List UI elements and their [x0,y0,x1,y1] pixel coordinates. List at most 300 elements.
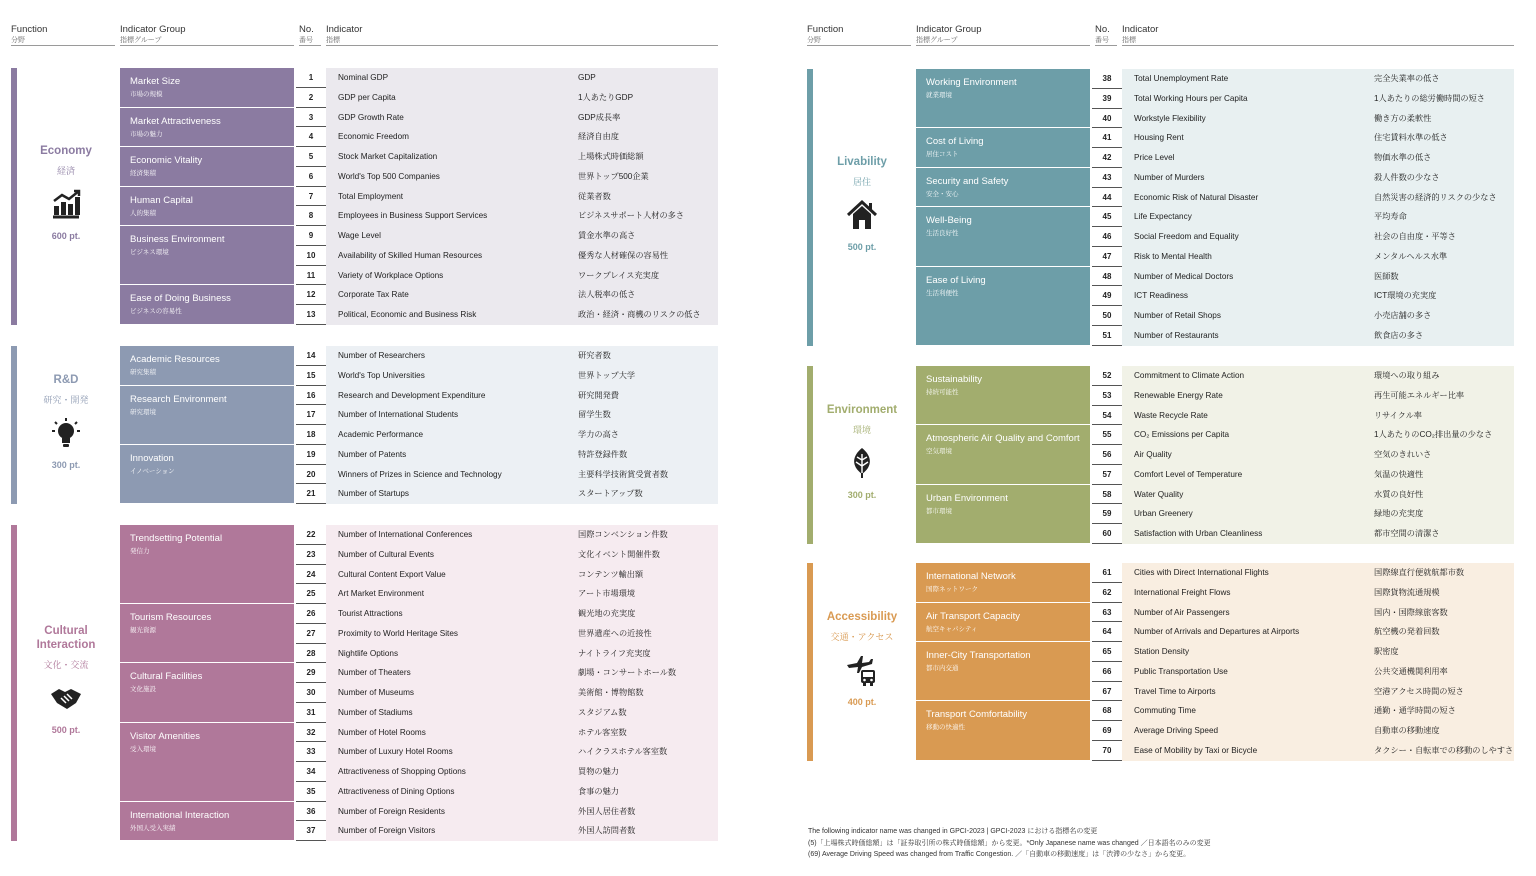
indicator-group-name-jp: 都市環境 [926,507,952,515]
indicator-name-jp: 1人あたりGDP [578,92,634,102]
indicator-group-name: Cost of Living [926,136,984,148]
indicator-row [326,386,718,406]
house-icon [845,198,879,232]
indicator-name: Wage Level [338,231,381,240]
indicator-group-name-jp: 就業環境 [926,92,952,99]
indicator-name-jp: ワークプレイス充実度 [578,270,660,280]
indicator-name-jp: 文化イベント開催件数 [578,549,660,559]
indicator-number: 5 [296,147,326,167]
indicator-group-name: Sustainability [926,374,982,385]
indicator-number: 16 [296,386,326,406]
indicator-name-jp: 研究者数 [578,351,611,360]
indicator-group-name: International Network [926,571,1016,582]
indicator-row [326,683,718,703]
header-number [1095,24,1117,46]
indicator-name: World's Top 500 Companies [338,171,440,181]
indicator-name: Number of Foreign Residents [338,806,445,816]
function-name: Economy [40,145,92,158]
header-indicator-label: Indicator [1122,24,1159,35]
indicator-name-jp: 1人あたりの総労働時間の短さ [1374,93,1485,103]
indicator-row [326,127,718,147]
indicator-name: Number of Cultural Events [338,549,435,559]
indicator-name-jp: GDP [578,73,596,82]
indicator-name-jp: 賃金水準の高さ [578,231,636,240]
header-indicator-group-label-jp: 指標グループ [916,37,958,44]
indicator-name-jp: 外国人居住者数 [578,806,636,816]
indicator-name-jp: 小売店舗の多さ [1374,311,1432,320]
indicator-group [120,525,294,604]
indicator-number: 34 [296,762,326,782]
indicator-group-name-jp: 市場の規模 [130,91,163,98]
indicator-name-jp: コンテンツ輸出額 [578,569,644,579]
indicator-name: Number of Researchers [338,351,425,360]
indicator-name: Political, Economic and Business Risk [338,310,477,319]
handshake-icon [49,681,83,715]
indicator-name: Attractiveness of Dining Options [338,786,455,796]
header-indicator [326,24,718,46]
indicator-group-name-jp: 文化施設 [130,686,156,694]
indicator-number: 39 [1092,89,1122,109]
leaf-icon [845,446,879,480]
indicator-number: 60 [1092,524,1122,544]
indicator-name: Urban Greenery [1134,509,1193,519]
indicator-row [1122,682,1514,702]
indicator-group-name-jp: 研究集積 [130,369,156,376]
indicator-name: Commuting Time [1134,706,1196,716]
indicator-row [326,604,718,624]
indicator-group-name: Urban Environment [926,492,1008,504]
indicator-row [1122,188,1514,208]
header-indicator-group-label: Indicator Group [916,24,982,35]
indicator-name-jp: 上場株式時価総額 [578,152,644,161]
indicator-group-name: Ease of Living [926,274,986,286]
function-name: Cultural [44,625,88,637]
indicator-number: 26 [296,604,326,624]
indicator-name-jp: 自然災害の経済的リスクの少なさ [1374,192,1497,202]
function-points: 500 pt. [847,242,877,253]
header-indicator-label-jp: 指標 [326,37,340,44]
indicator-group-name: Inner-City Transportation [926,650,1031,661]
indicator-number: 23 [296,545,326,565]
indicator-number: 70 [1092,741,1122,761]
bar-chart-icon [49,187,83,221]
indicator-name: Number of Luxury Hotel Rooms [338,747,453,757]
indicator-row [326,802,718,822]
indicator-name-jp: 気温の快適性 [1374,469,1424,479]
indicator-name: Satisfaction with Urban Cleanliness [1134,529,1263,538]
indicator-row [326,703,718,723]
header-indicator-label: Indicator [326,24,363,35]
indicator-name-jp: 物価水準の低さ [1374,153,1432,162]
header-function-label: Function [807,24,844,35]
indicator-number: 65 [1092,642,1122,662]
indicator-row [326,663,718,683]
header-number-label-jp: 番号 [299,37,313,44]
indicator-name: GDP per Capita [338,92,396,102]
indicator-name-jp: 医師数 [1374,271,1399,281]
indicator-row [1122,642,1514,662]
indicator-name-jp: GDP成長率 [578,112,621,122]
indicator-number: 68 [1092,701,1122,721]
indicator-group-name: Atmospheric Air Quality and Comfort [926,433,1080,445]
indicator-number: 18 [296,425,326,445]
indicator-name: Number of Murders [1134,172,1205,182]
indicator-name-jp: ホテル客室数 [578,727,627,737]
indicator-group-name-jp: 空気環境 [926,448,952,456]
header-indicator [1122,24,1514,46]
indicator-name-jp: 住宅賃料水準の低さ [1374,133,1448,143]
indicator-group [916,366,1090,425]
indicator-name-jp: 社会の自由度・平等さ [1374,232,1456,241]
function-name: Livability [837,156,887,169]
indicator-name-jp: 通勤・通学時間の短さ [1374,706,1456,716]
indicator-row [1122,622,1514,642]
indicator-row [326,525,718,545]
indicator-name-jp: 公共交通機関利用率 [1374,666,1448,676]
header-indicator-group-label: Indicator Group [120,24,186,35]
indicator-name: Art Market Environment [338,589,424,599]
indicator-row [1122,267,1514,287]
indicator-name-jp: 航空機の発着回数 [1374,627,1440,637]
indicator-row [326,762,718,782]
indicator-row [326,246,718,266]
indicator-row [1122,741,1514,761]
indicator-name: Waste Recycle Rate [1134,410,1208,420]
indicator-name-jp: 経済自由度 [578,132,619,142]
indicator-name-jp: 駅密度 [1374,647,1399,656]
indicator-number: 22 [296,525,326,545]
indicator-name-jp: ICT環境の充実度 [1374,291,1437,301]
indicator-number: 51 [1092,326,1122,346]
indicator-row [326,285,718,305]
indicator-name: Tourist Attractions [338,609,403,618]
function-name: Environment [826,403,898,416]
indicator-name: Workstyle Flexibility [1134,113,1206,123]
indicator-row [1122,662,1514,682]
indicator-row [1122,445,1514,465]
indicator-group-name-jp: 市場の魅力 [130,130,163,138]
footnote: (5)「上場株式時価総額」は「証券取引所の株式時価総額」から変更。*Only Japanese name was changed ／日本語名のみの変更 [808,839,1211,847]
indicator-number: 2 [296,88,326,108]
indicator-group [916,603,1090,643]
indicator-group [120,226,294,285]
indicator-number: 64 [1092,622,1122,642]
indicator-name-jp: 再生可能エネルギー比率 [1374,390,1465,400]
indicator-name: Nightlife Options [338,648,399,658]
indicator-row [1122,563,1514,583]
indicator-row [326,346,718,366]
indicator-group [120,187,294,227]
indicator-row [1122,465,1514,485]
function-label [808,155,916,252]
indicator-name: CO₂ Emissions per Capita [1134,430,1230,440]
indicator-row [1122,326,1514,346]
indicator-name-jp: メンタルヘルス水準 [1374,251,1448,261]
indicator-name-jp: 学力の高さ [578,430,619,439]
indicator-group [120,68,294,108]
indicator-name-jp: 空気のきれいさ [1374,450,1432,459]
indicator-row [1122,366,1514,386]
indicator-name-jp: 自動車の移動速度 [1374,726,1440,735]
indicator-number: 53 [1092,386,1122,406]
indicator-group-name-jp: 観光資源 [130,627,156,634]
indicator-group-name: Trendsetting Potential [130,533,223,544]
indicator-name: Number of International Students [338,410,459,420]
indicator-name: Research and Development Expenditure [338,390,486,400]
header-number-label: No. [299,24,314,35]
indicator-number: 10 [296,246,326,266]
indicator-name: Proximity to World Heritage Sites [338,628,458,638]
indicator-name: Availability of Skilled Human Resources [338,250,483,260]
indicator-row [1122,148,1514,168]
footnote: The following indicator name was changed in GPCI-2023 | GPCI-2023 における指標名の変更 [808,828,1098,835]
indicator-name-jp: ナイトライフ充実度 [578,648,651,658]
header-number-label: No. [1095,24,1110,35]
indicator-group [120,802,294,842]
indicator-number: 46 [1092,227,1122,247]
indicator-number: 67 [1092,682,1122,702]
indicator-number: 50 [1092,306,1122,326]
indicator-row [326,782,718,802]
indicator-row [326,226,718,246]
indicator-number: 48 [1092,267,1122,287]
indicator-group-name-jp: 外国人受入実績 [130,824,176,832]
function-name-jp: 研究・開発 [43,395,89,405]
indicator-name: Winners of Prizes in Science and Technology [338,469,502,479]
indicator-number: 27 [296,624,326,644]
indicator-number: 33 [296,742,326,762]
indicator-group-name: Ease of Doing Business [130,293,231,305]
indicator-group-name: Innovation [130,452,174,464]
indicator-group-name-jp: 人的集積 [130,209,156,217]
indicator-group [120,723,294,802]
indicator-group-name-jp: 経済集積 [130,170,156,177]
indicator-number: 63 [1092,603,1122,623]
indicator-name: Number of Theaters [338,668,411,678]
indicator-group-name-jp: 航空キャパシティ [926,625,978,633]
function-label [808,610,916,707]
indicator-number: 8 [296,206,326,226]
indicator-group [120,445,294,504]
indicator-row [1122,69,1514,89]
indicator-row [1122,485,1514,505]
function-points: 500 pt. [51,725,81,735]
indicator-row [326,742,718,762]
indicator-name: Number of Museums [338,688,414,697]
indicator-name-jp: 観光地の充実度 [578,609,636,618]
indicator-number: 62 [1092,583,1122,603]
indicator-name-jp: 世界遺産への近接性 [578,628,652,638]
indicator-number: 30 [296,683,326,703]
indicator-name-jp: 従業者数 [578,191,611,201]
function-points: 300 pt. [51,460,81,470]
indicator-name: Renewable Energy Rate [1134,390,1223,400]
indicator-row [326,465,718,485]
indicator-group-name-jp: 生活利便性 [926,289,959,297]
indicator-number: 14 [296,346,326,366]
indicator-group-name-jp: 国際ネットワーク [926,586,978,593]
indicator-group [120,663,294,722]
header-indicator-group-label-jp: 指標グループ [120,37,162,44]
header-function-label-jp: 分野 [11,37,25,44]
indicator-number: 61 [1092,563,1122,583]
indicator-row [326,624,718,644]
indicator-group-name-jp: イノベーション [130,467,175,475]
indicator-name: Travel Time to Airports [1134,686,1216,696]
indicator-row [326,147,718,167]
indicator-name-jp: 環境への取り組み [1374,371,1440,380]
indicator-name-jp: 緑地の充実度 [1374,509,1424,519]
indicator-row [326,88,718,108]
indicator-name: Number of Restaurants [1134,330,1219,340]
indicator-row [326,366,718,386]
indicator-name-jp: スタートアップ数 [578,489,643,499]
function-name-jp: 居住 [852,177,871,188]
header-function [11,24,115,46]
indicator-name: Air Quality [1134,450,1172,459]
indicator-number: 20 [296,465,326,485]
indicator-row [326,545,718,565]
indicator-name: Economic Risk of Natural Disaster [1134,192,1259,202]
indicator-row [326,266,718,286]
indicator-name-jp: 国際コンベンション件数 [578,530,668,539]
indicator-name-jp: 空港アクセス時間の短さ [1374,686,1464,696]
function-name: Accessibility [826,610,898,623]
indicator-number: 1 [296,68,326,88]
indicator-name: Number of International Conferences [338,530,473,539]
indicator-row [1122,386,1514,406]
indicator-row [1122,109,1514,129]
indicator-number: 28 [296,644,326,664]
indicator-name-jp: 国際線直行便就航都市数 [1374,568,1465,577]
indicator-name-jp: ハイクラスホテル客室数 [578,747,668,757]
indicator-name-jp: 劇場・コンサートホール数 [578,668,677,678]
header-number-label-jp: 番号 [1095,37,1109,44]
indicator-row [326,584,718,604]
indicator-name: Total Employment [338,191,404,201]
indicator-number: 45 [1092,207,1122,227]
indicator-name-jp: 政治・経済・商機のリスクの低さ [578,310,701,319]
indicator-name: Number of Foreign Visitors [338,826,436,836]
indicator-group [916,128,1090,168]
indicator-row [1122,406,1514,426]
function-name-jp: 環境 [852,424,871,435]
indicator-name: Number of Medical Doctors [1134,271,1234,281]
function-name-jp: 経済 [56,166,75,177]
indicator-row [326,821,718,841]
footnote: (69) Average Driving Speed was changed from Traffic Congestion. ／「自動車の移動速度」は「渋滞の少なさ」から変更。 [808,851,1191,858]
indicator-number: 35 [296,782,326,802]
indicator-name: Average Driving Speed [1134,726,1219,735]
indicator-group-name-jp: ビジネス環境 [130,249,169,256]
indicator-name: Price Level [1134,153,1175,162]
indicator-row [326,405,718,425]
indicator-name-jp: 完全失業率の低さ [1374,74,1440,83]
indicator-row [1122,425,1514,445]
indicator-row [326,167,718,187]
header-indicator-group [120,24,294,46]
indicator-row [326,305,718,325]
indicator-group [120,147,294,187]
indicator-name-jp: 研究開発費 [578,390,619,400]
indicator-row [1122,89,1514,109]
indicator-group-name: Human Capital [130,194,193,206]
indicator-name-jp: ビジネスサポート人材の多さ [578,211,685,221]
indicator-row [1122,207,1514,227]
indicator-row [326,425,718,445]
indicator-group [916,485,1090,544]
indicator-name-jp: 平均寿命 [1374,212,1407,222]
indicator-row [1122,306,1514,326]
indicator-number: 44 [1092,188,1122,208]
indicator-group-name: Security and Safety [926,175,1009,187]
function-label [12,373,120,470]
indicator-row [326,108,718,128]
indicator-name: Corporate Tax Rate [338,290,409,300]
indicator-number: 24 [296,565,326,585]
indicator-number: 4 [296,127,326,147]
indicator-row [1122,286,1514,306]
indicator-number: 3 [296,108,326,128]
indicator-number: 57 [1092,465,1122,485]
indicator-number: 19 [296,445,326,465]
indicator-name-jp: 飲食店の多さ [1374,330,1424,340]
indicator-name: Housing Rent [1134,133,1184,143]
indicator-name: Number of Startups [338,489,409,499]
indicator-name: Economic Freedom [338,132,409,142]
indicator-group-name-jp: 移動の快適性 [926,724,965,732]
indicator-group-name-jp: 受入環境 [130,745,156,753]
indicator-row [1122,524,1514,544]
indicator-group-name-jp: 生活良好性 [926,230,959,238]
indicator-group-name-jp: 安全・安心 [926,190,959,198]
indicator-group [916,701,1090,760]
indicator-name-jp: 外国人訪問者数 [578,826,636,836]
indicator-name-jp: 都市空間の清潔さ [1374,529,1440,538]
indicator-name-jp: 法人税率の低さ [578,290,636,300]
header-function-label-jp: 分野 [807,37,821,44]
indicator-name: Employees in Business Support Services [338,211,488,221]
indicator-name-jp: タクシー・自転車での移動のしやすさ [1374,745,1514,755]
indicator-row [326,187,718,207]
indicator-number: 7 [296,187,326,207]
indicator-number: 6 [296,167,326,187]
indicator-name: Total Working Hours per Capita [1134,93,1248,103]
indicator-number: 25 [296,584,326,604]
indicator-number: 13 [296,305,326,325]
indicator-row [1122,227,1514,247]
indicator-row [1122,721,1514,741]
indicator-row [1122,247,1514,267]
indicator-number: 42 [1092,148,1122,168]
indicator-name: Station Density [1134,647,1190,656]
indicator-name-jp: 水質の良好性 [1374,489,1424,499]
indicator-number: 59 [1092,504,1122,524]
indicator-name-jp: 国内・国際線旅客数 [1374,607,1448,617]
indicator-group-name: Market Attractiveness [130,115,221,127]
indicator-number: 36 [296,802,326,822]
indicator-row [1122,504,1514,524]
indicator-name-jp: 国際貨物流通規模 [1374,587,1440,597]
indicator-name: Variety of Workplace Options [338,270,444,280]
indicator-name-jp: 主要科学技術賞受賞者数 [578,469,669,479]
indicator-name-jp: 1人あたりのCO₂排出量の少なさ [1374,430,1493,440]
function-points: 400 pt. [847,696,877,707]
header-number [299,24,321,46]
function-name-jp: 文化・交流 [43,660,89,670]
indicator-name-jp: 留学生数 [578,410,611,420]
indicator-row [1122,583,1514,603]
